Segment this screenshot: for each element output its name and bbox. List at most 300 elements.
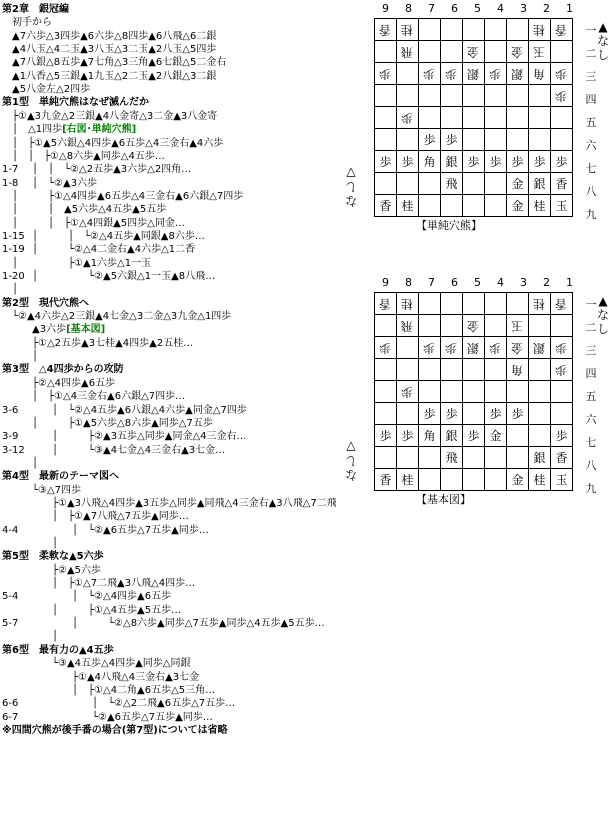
- sente-piece: 歩: [423, 132, 436, 147]
- line-text: │ └③▲4七金△4三金右▲3七金…: [22, 444, 226, 456]
- board-square: [529, 195, 551, 217]
- board-square: [485, 41, 507, 63]
- gote-piece: 歩: [489, 340, 502, 355]
- gote-piece: 角: [511, 362, 524, 377]
- sente-piece: 歩: [511, 154, 524, 169]
- sente-piece: 銀: [445, 154, 458, 169]
- board-square: [419, 173, 441, 195]
- sente-piece: 歩: [379, 154, 392, 169]
- board-square: [551, 359, 573, 381]
- board-square: [551, 85, 573, 107]
- gote-piece: 歩: [489, 66, 502, 81]
- board-square: [375, 425, 397, 447]
- board-square: [529, 293, 551, 315]
- board-square: [397, 41, 419, 63]
- line-text: ▲5八金左△2四歩: [2, 84, 91, 96]
- variation-line: [2, 70, 216, 83]
- gote-piece: 銀: [511, 66, 524, 81]
- variation-line: [22, 444, 225, 457]
- board-square: [463, 315, 485, 337]
- board-square: [463, 425, 485, 447]
- line-text: 初手から: [2, 17, 52, 29]
- board-square: [397, 85, 419, 107]
- chapter-heading: [2, 297, 89, 310]
- rank-label: 四: [585, 367, 597, 380]
- board-square: [507, 41, 529, 63]
- sente-piece: 歩: [401, 154, 414, 169]
- line-text: └③△7四歩: [2, 484, 82, 496]
- diagram-number: 6-7: [2, 711, 19, 723]
- board-square: [419, 107, 441, 129]
- file-label: 6: [451, 2, 458, 15]
- gote-piece: 歩: [555, 66, 568, 81]
- board-square: [529, 403, 551, 425]
- gote-piece: 玉: [533, 44, 546, 59]
- sente-piece: 歩: [489, 154, 502, 169]
- line-text: │: [2, 457, 39, 469]
- gote-piece: 香: [555, 22, 568, 37]
- variation-line: [2, 16, 52, 29]
- board-square: [551, 425, 573, 447]
- diagram-number: 4-4: [2, 524, 19, 536]
- sente-piece: 飛: [445, 450, 458, 465]
- gote-piece: 歩: [555, 362, 568, 377]
- gote-piece: 歩: [555, 88, 568, 103]
- board-square: [507, 173, 529, 195]
- board-square: [441, 129, 463, 151]
- board-square: [551, 381, 573, 403]
- line-text: ※四間穴熊が後手番の場合(第7型)については省略: [2, 724, 228, 736]
- variation-line: [22, 230, 205, 243]
- board-square: [397, 129, 419, 151]
- line-text: │ └②▲5六銀△1一玉▲8八飛…: [22, 271, 216, 282]
- gote-piece: 桂: [401, 296, 414, 311]
- variation-line: [2, 217, 185, 230]
- sente-piece: 歩: [511, 406, 524, 421]
- diagram-number: 3-9: [2, 431, 19, 443]
- sente-piece: 香: [379, 472, 392, 487]
- board-square: [463, 403, 485, 425]
- variation-line: [2, 390, 185, 403]
- board-square: [507, 293, 529, 315]
- line-text: │ └②△4四歩▲6五歩: [22, 591, 172, 603]
- file-label: 4: [497, 2, 504, 15]
- line-text: └③▲4五歩△4四歩▲同歩△同銀: [2, 658, 191, 670]
- board-square: [507, 403, 529, 425]
- board-square: [441, 425, 463, 447]
- board-square: [441, 85, 463, 107]
- variation-line: [22, 404, 247, 417]
- variation-line: [2, 497, 337, 510]
- board-square: [507, 315, 529, 337]
- board-square: [397, 403, 419, 425]
- sente-piece: 歩: [555, 428, 568, 443]
- gote-piece: 玉: [511, 318, 524, 333]
- board-square: [375, 173, 397, 195]
- file-label: 5: [474, 276, 481, 289]
- line-text: │ │ ├①△8六歩▲同歩△4五歩…: [2, 150, 165, 162]
- board-square: [507, 63, 529, 85]
- diagram-number: 1-19: [2, 244, 25, 256]
- board-square: [375, 381, 397, 403]
- rank-label: 三: [585, 344, 597, 357]
- board-square: [375, 359, 397, 381]
- line-text: ▲7八銀△8五歩▲7七角△3三角▲6七銀△5二金右: [2, 57, 227, 69]
- board-square: [441, 173, 463, 195]
- board-square: [397, 107, 419, 129]
- line-text: │ │ └②△2五歩▲3六歩△2四角…: [22, 164, 192, 176]
- gote-piece: 金: [511, 340, 524, 355]
- board-square: [485, 129, 507, 151]
- gote-piece: 歩: [423, 340, 436, 355]
- board-square: [529, 447, 551, 469]
- board-square: [507, 195, 529, 217]
- variation-line: [2, 630, 58, 643]
- variation-line: [2, 684, 215, 697]
- variation-line: [2, 657, 190, 670]
- board-square: [485, 195, 507, 217]
- file-label: 7: [428, 2, 435, 15]
- line-text: └②▲4六歩△2三銀▲4七金△3二金△3九金△1四歩: [2, 311, 232, 323]
- line-text: │ ├①△7二飛▲3八飛△4四歩…: [2, 578, 196, 590]
- board-square: [419, 315, 441, 337]
- rank-label: 七: [585, 436, 597, 449]
- board-square: [419, 63, 441, 85]
- diagram-number: 5-7: [2, 618, 19, 630]
- line-text: │ ├①△4四歩▲6五歩△4三金右▲6六銀△7四歩: [2, 190, 244, 202]
- rank-label: 六: [585, 413, 597, 426]
- board-square: [441, 381, 463, 403]
- sente-piece: 歩: [489, 406, 502, 421]
- board-square: [463, 359, 485, 381]
- chapter-heading: [2, 96, 149, 109]
- line-text: │ └②△8六歩▲同歩△7五歩▲同歩△4五歩▲5五歩…: [22, 618, 325, 630]
- diagram-reference: [基本図]: [66, 324, 106, 336]
- board-square: [441, 447, 463, 469]
- board-square: [397, 337, 419, 359]
- board-square: [485, 107, 507, 129]
- board-square: [419, 151, 441, 173]
- board-square: [485, 359, 507, 381]
- board-square: [419, 19, 441, 41]
- board-square: [485, 381, 507, 403]
- gote-piece: 歩: [445, 340, 458, 355]
- board-square: [441, 63, 463, 85]
- variation-line: [2, 350, 38, 363]
- line-text: 第2型 現代穴熊へ: [2, 297, 89, 309]
- board-square: [551, 293, 573, 315]
- file-label: 2: [543, 276, 550, 289]
- gote-piece: 銀: [533, 340, 546, 355]
- board-square: [485, 173, 507, 195]
- gote-piece: 金: [467, 318, 480, 333]
- sente-piece: 歩: [467, 154, 480, 169]
- board-square: [419, 359, 441, 381]
- line-text: 第1型 単純穴熊はなぜ滅んだか: [2, 97, 149, 109]
- sente-piece: 香: [379, 198, 392, 213]
- diagram-number: 3-6: [2, 404, 19, 416]
- board-square: [419, 85, 441, 107]
- variation-line: [2, 604, 181, 617]
- board-simple-anaguma: [345, 2, 609, 237]
- variation-line: [22, 430, 247, 443]
- line-text: 第6型 最有力の▲4五歩: [2, 644, 114, 656]
- board-square: [463, 63, 485, 85]
- line-text: │ └②△4五歩▲6八銀△4六歩▲同金△7四歩: [22, 404, 247, 416]
- gote-piece: 桂: [533, 22, 546, 37]
- board-square: [463, 195, 485, 217]
- rank-label: 八: [585, 459, 597, 472]
- board-square: [397, 151, 419, 173]
- board-square: [529, 359, 551, 381]
- file-label: 3: [520, 276, 527, 289]
- line-text: │ │ └②△4五歩▲同銀▲8六歩…: [22, 230, 205, 242]
- line-text: ▲1八香△5三銀▲1九玉△2二玉▲2八銀△3二銀: [2, 70, 217, 82]
- sente-piece: 銀: [533, 176, 546, 191]
- sente-piece: 歩: [379, 428, 392, 443]
- board-square: [485, 315, 507, 337]
- variation-line: [2, 257, 151, 270]
- chapter-heading: [2, 363, 124, 376]
- board-basic-position: [345, 276, 609, 511]
- file-label: 9: [382, 276, 389, 289]
- board-square: [375, 107, 397, 129]
- line-text: 第2章 銀冠編: [2, 4, 69, 15]
- sente-hand: ▲なし: [596, 294, 609, 336]
- sente-piece: 玉: [555, 198, 568, 213]
- variation-line: [2, 377, 115, 390]
- board-square: [463, 337, 485, 359]
- gote-piece: 飛: [401, 318, 414, 333]
- rank-label: 一: [585, 24, 597, 37]
- diagram-number: 6-6: [2, 698, 19, 710]
- board-square: [551, 469, 573, 491]
- sente-piece: 金: [511, 176, 524, 191]
- board-square: [375, 447, 397, 469]
- board-square: [441, 293, 463, 315]
- board-square: [397, 359, 419, 381]
- shogi-grid: [374, 292, 573, 491]
- rank-label: 二: [585, 321, 597, 334]
- line-text: ▲4八玉△4二玉▲3八玉△3二玉▲2八玉△5四歩: [2, 44, 217, 56]
- board-square: [507, 337, 529, 359]
- file-label: 6: [451, 276, 458, 289]
- board-square: [529, 337, 551, 359]
- board-square: [551, 107, 573, 129]
- board-square: [507, 151, 529, 173]
- board-square: [441, 151, 463, 173]
- gote-piece: 金: [511, 44, 524, 59]
- variation-line: [2, 323, 105, 336]
- variation-line: [2, 564, 101, 577]
- board-square: [485, 337, 507, 359]
- board-square: [441, 359, 463, 381]
- variation-line: [2, 417, 213, 430]
- board-square: [529, 315, 551, 337]
- rank-label: 五: [585, 116, 597, 129]
- board-square: [397, 469, 419, 491]
- rank-label: 四: [585, 93, 597, 106]
- sente-hand: ▲なし: [596, 20, 609, 62]
- diagram-number: 3-12: [2, 444, 25, 456]
- variation-line: [22, 524, 209, 537]
- board-square: [419, 293, 441, 315]
- variation-line: [2, 137, 223, 150]
- sente-piece: 歩: [467, 428, 480, 443]
- board-square: [441, 195, 463, 217]
- gote-piece: 飛: [401, 44, 414, 59]
- rank-label: 二: [585, 47, 597, 60]
- line-text: │ △1四歩: [2, 124, 63, 136]
- file-label: 8: [405, 2, 412, 15]
- variation-line: [2, 577, 195, 590]
- variation-line: [2, 43, 216, 56]
- variation-line: [2, 83, 90, 96]
- chapter-heading: [2, 470, 119, 483]
- line-text: ├①▲4八飛△4三金右▲3七金: [2, 671, 200, 683]
- gote-piece: 銀: [467, 340, 480, 355]
- line-text: ├①▲3八飛△4四歩▲3五歩△同歩▲同飛△4三金右▲3八飛△7二飛: [2, 497, 337, 509]
- board-square: [397, 447, 419, 469]
- board-square: [441, 19, 463, 41]
- board-square: [485, 293, 507, 315]
- board-square: [375, 129, 397, 151]
- board-square: [397, 293, 419, 315]
- line-text: │ ├①▲7八飛△7五歩▲同歩…: [2, 511, 189, 523]
- line-text: ├②▲5六歩: [2, 564, 102, 576]
- shogi-grid: [374, 18, 573, 217]
- board-square: [529, 41, 551, 63]
- gote-piece: 歩: [555, 340, 568, 355]
- sente-piece: 金: [511, 472, 524, 487]
- gote-piece: 金: [467, 44, 480, 59]
- board-square: [485, 403, 507, 425]
- board-square: [507, 19, 529, 41]
- file-label: 1: [566, 2, 573, 15]
- sente-piece: 歩: [445, 406, 458, 421]
- board-square: [419, 129, 441, 151]
- file-label: 2: [543, 2, 550, 15]
- line-text: │ ├①▲1六歩△1一玉: [2, 257, 152, 269]
- diagram-number: 1-7: [2, 164, 19, 176]
- sente-piece: 歩: [533, 154, 546, 169]
- board-square: [485, 151, 507, 173]
- line-text: ├①△2五歩▲3七桂▲4四歩▲2五桂…: [2, 337, 194, 349]
- gote-piece: 香: [555, 296, 568, 311]
- sente-piece: 角: [423, 154, 436, 169]
- board-square: [397, 63, 419, 85]
- board-square: [485, 469, 507, 491]
- line-text: │ ├①△4三金右▲6六銀△7四歩…: [2, 391, 186, 403]
- rank-label: 九: [585, 208, 597, 221]
- board-square: [441, 315, 463, 337]
- board-square: [397, 315, 419, 337]
- line-text: │ └②△2二飛▲6五歩△7五歩…: [22, 698, 236, 710]
- file-label: 5: [474, 2, 481, 15]
- gote-hand: なし▽: [345, 440, 358, 482]
- line-text: │ │ ▲5六歩△4五歩▲5五歩: [2, 204, 167, 216]
- sente-piece: 銀: [533, 450, 546, 465]
- board-square: [507, 85, 529, 107]
- rank-label: 一: [585, 298, 597, 311]
- board-square: [551, 195, 573, 217]
- variation-line: [2, 310, 231, 323]
- board-square: [375, 85, 397, 107]
- sente-piece: 玉: [555, 472, 568, 487]
- variation-line: [2, 537, 58, 550]
- board-square: [375, 195, 397, 217]
- diagram-number: 1-20: [2, 271, 25, 282]
- board-caption: 【単純穴熊】: [416, 219, 482, 232]
- board-square: [529, 19, 551, 41]
- board-square: [419, 41, 441, 63]
- variation-line: [2, 337, 193, 350]
- variation-line: [2, 283, 18, 296]
- line-text: ▲7六歩△3四歩▲6六歩△8四歩▲6八飛△6二銀: [2, 30, 217, 42]
- line-text: │ ├①▲5六銀△4四歩▲6五歩△4三金右▲4六歩: [2, 137, 224, 149]
- variation-line: [22, 711, 213, 724]
- sente-piece: 飛: [445, 176, 458, 191]
- sente-piece: 香: [555, 176, 568, 191]
- variation-line: [2, 30, 216, 43]
- board-square: [463, 151, 485, 173]
- sente-piece: 歩: [445, 132, 458, 147]
- line-text: │ ├②▲3五歩△同歩▲同金△4三金右…: [22, 431, 247, 443]
- board-square: [507, 381, 529, 403]
- gote-piece: 角: [533, 66, 546, 81]
- board-square: [419, 403, 441, 425]
- diagram-number: 1-15: [2, 230, 25, 242]
- sente-piece: 桂: [533, 198, 546, 213]
- board-square: [529, 469, 551, 491]
- board-square: [441, 41, 463, 63]
- variation-line: [2, 123, 136, 136]
- board-square: [375, 469, 397, 491]
- line-text: 第3型 △4四歩からの攻防: [2, 364, 124, 376]
- rank-label: 五: [585, 390, 597, 403]
- gote-piece: 歩: [423, 66, 436, 81]
- rank-label: 三: [585, 70, 597, 83]
- gote-piece: 歩: [445, 66, 458, 81]
- variation-line: [2, 484, 81, 497]
- board-square: [419, 469, 441, 491]
- board-square: [463, 129, 485, 151]
- gote-piece: 香: [379, 22, 392, 37]
- board-caption: 【基本図】: [416, 493, 471, 506]
- line-text: │ ├①△4五歩▲5五歩…: [2, 604, 182, 616]
- sente-piece: 桂: [401, 198, 414, 213]
- sente-piece: 歩: [555, 154, 568, 169]
- board-square: [507, 425, 529, 447]
- board-square: [375, 151, 397, 173]
- board-square: [507, 107, 529, 129]
- rank-label: 九: [585, 482, 597, 495]
- rank-label: 八: [585, 185, 597, 198]
- line-text: │ └②▲3六歩: [22, 177, 98, 189]
- board-square: [529, 63, 551, 85]
- board-square: [507, 129, 529, 151]
- gote-piece: 香: [379, 296, 392, 311]
- variation-line: [2, 110, 217, 123]
- sente-piece: 歩: [401, 428, 414, 443]
- board-square: [507, 447, 529, 469]
- board-square: [551, 129, 573, 151]
- line-text: │: [2, 631, 59, 643]
- line-text: 第5型 柔軟な▲5六歩: [2, 551, 104, 563]
- gote-piece: 銀: [467, 66, 480, 81]
- board-square: [485, 19, 507, 41]
- board-square: [419, 195, 441, 217]
